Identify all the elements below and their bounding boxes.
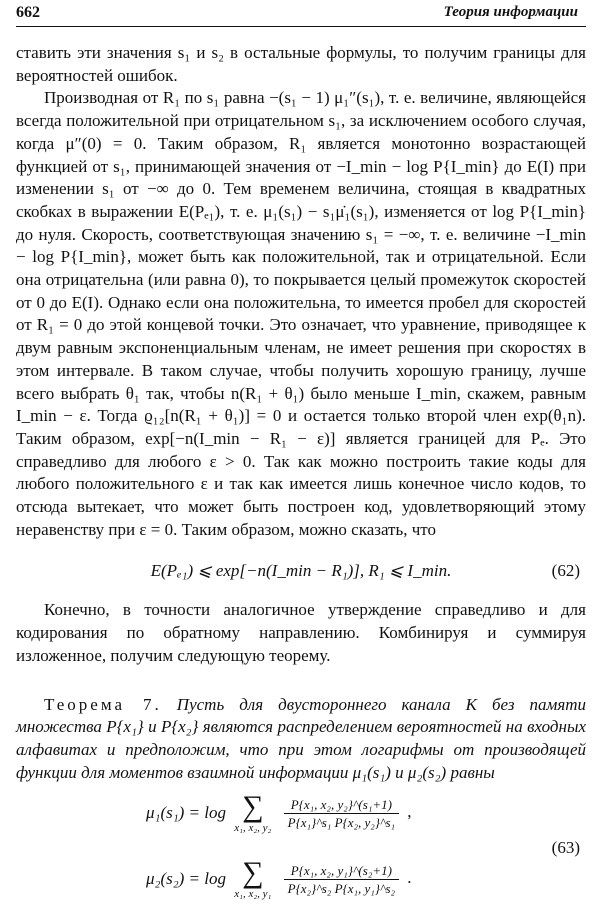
- equation-63-row-2: [146, 858, 412, 900]
- fraction-2-denominator: P{x₂}^s₂ P{x₁, y₁}^s₂: [287, 880, 396, 896]
- theorem-label: Теорема 7.: [44, 694, 162, 714]
- paragraph-2: Производная от R₁ по s₁ равна −(s₁ − 1) μ₁″(s₁), т. е. величине, являющейся всегда положительной при отрицательном s₁, за исключением особого случая, когда μ″(0) = 0. Таким образом, R₁ является монотонно возрастающей функцией от s₁, принимающей значения от −I_min − log P{I_min} до E(I) при изменении s₁ от −∞ до 0. Тем временем величина, стоящая в квадратных скобках в выражении E(Pₑ₁), т. е. μ₁(s₁) − s₁μ̇₁(s₁), изменяется от log P{I_min} до нуля. Скорость, соответствующая значению s₁ = −∞, т. е. величине −I_min − log P{I_min}, может быть как положительной, так и отрицательной. Если она отрицательна (или равна 0), то покрывается целый промежуток скоростей от 0 до E(I). Однако если она положительна, то имеется пробел для скоростей от R₁ = 0 до этой концевой точки. Это означает, что уравнение, приводящее к двум равным экспоненциальным членам, не имеет решения при скоростях в этом интервале. В таком случае, чтобы получить хорошую границу, лучше всего выбрать θ₁ так, чтобы n(R₁ + θ₁) было меньше I_min, скажем, равным I_min − ε. Тогда ϱ₁₂[n(R₁ + θ₁)] = 0 и остается только второй член exp(θ₁n). Таким образом, exp[−n(I_min − R₁ − ε)] является границей для Pₑ. Это справедливо для любого ε > 0. Так как можно построить такие коды для любого положительного ε и так как имеется лишь конечное число кодов, то отсюда вытекает, что может быть построен код, удовлетворяющий этому неравенству при ε = 0. Таким образом, можно сказать, что: [16, 88, 586, 539]
- fraction-1: [284, 796, 399, 831]
- equation-62-formula: E(Pₑ₁) ⩽ exp[−n(I_min − R₁)], R₁ ⩽ I_min.: [150, 561, 452, 581]
- sum-operator-2: [234, 858, 271, 900]
- fraction-1-numerator: P{x₁, x₂, y₂}^(s₁+1): [284, 796, 399, 814]
- page-number: 662: [16, 4, 40, 21]
- fraction-1-denominator: P{x₁}^s₁ P{x₂, y₂}^s₁: [287, 814, 396, 830]
- sigma-symbol: ∑: [242, 790, 264, 824]
- fraction-2: [284, 862, 399, 897]
- sigma-symbol: ∑: [242, 856, 264, 890]
- mu1-lhs: μ₁(s₁) = log: [146, 803, 226, 823]
- running-title: Теория информации: [443, 4, 578, 20]
- theorem-text: Пусть для двустороннего канала K без памяти множества P{x₁} и P{x₂} являются распределением вероятностей на входных алфавитах и предположим, что при этом логарифмы от производящей функции для моментов взаимной информации μ₁(s₁) и μ₂(s₂) равны: [16, 694, 587, 782]
- equation-63-number: (63): [551, 838, 580, 858]
- equation-62: [16, 559, 586, 583]
- fraction-2-numerator: P{x₁, x₂, y₁}^(s₂+1): [284, 862, 399, 880]
- equation-63: [16, 792, 586, 922]
- sum-operator-1: [234, 792, 271, 834]
- sum-index-1: x₁, x₂, y₂: [234, 822, 272, 835]
- header-rule: [16, 26, 586, 27]
- theorem-7: [16, 694, 586, 785]
- row-1-punctuation: ,: [407, 802, 412, 822]
- equation-63-row-1: [146, 792, 412, 834]
- paragraph-1: ставить эти значения s₁ и s₂ в остальные формулы, то получим границы для вероятностей ошибок.: [16, 43, 586, 85]
- paragraph-3: Конечно, в точности аналогичное утверждение справедливо и для кодирования по обратному направлению. Комбинируя и суммируя изложенное, получим следующую теорему.: [16, 600, 586, 665]
- row-2-punctuation: .: [407, 868, 412, 888]
- equation-62-number: (62): [551, 561, 580, 581]
- running-header: [16, 0, 586, 28]
- mu2-lhs: μ₂(s₂) = log: [146, 869, 226, 889]
- sum-index-2: x₁, x₂, y₁: [234, 888, 272, 901]
